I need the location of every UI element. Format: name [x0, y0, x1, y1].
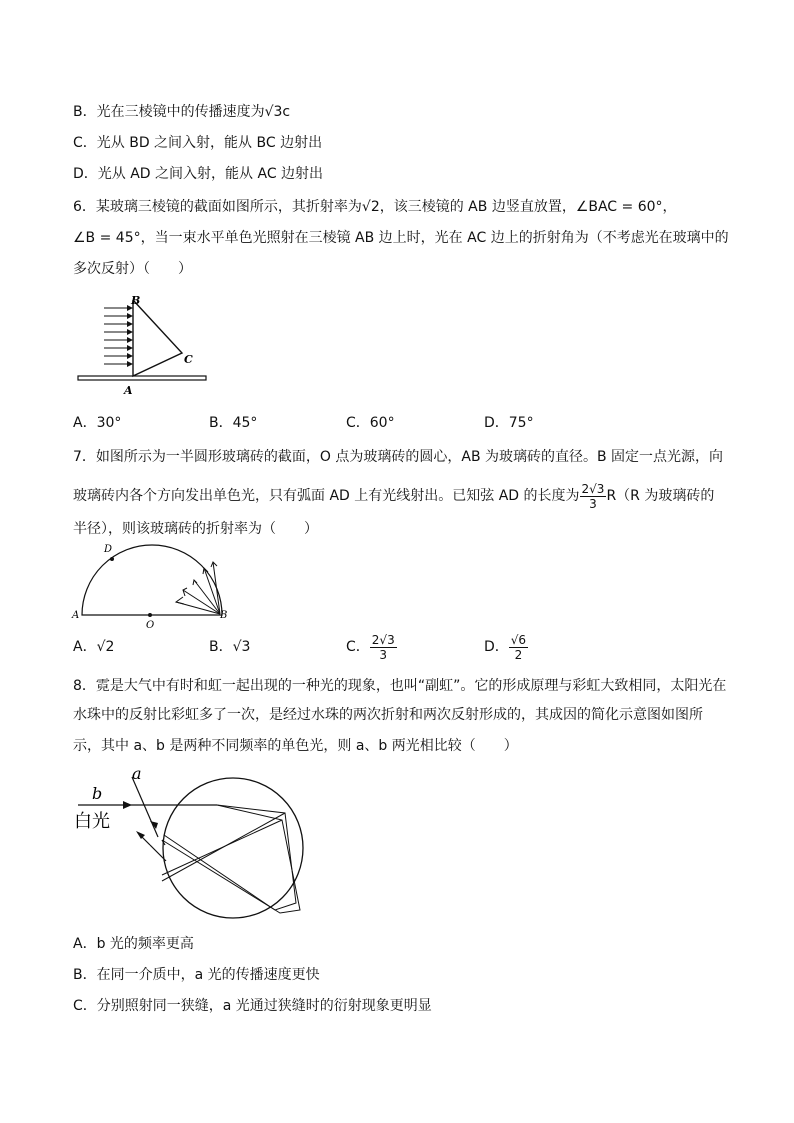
q7-option-d-label: D．: [484, 639, 509, 655]
q6-option-c: C．60°: [346, 415, 395, 431]
q8-label-a: a: [132, 764, 142, 783]
q8-label-white-light: 白光: [74, 811, 110, 832]
q6-label-c: C: [184, 353, 193, 366]
q7-option-d: [484, 630, 528, 664]
q7-option-c-fraction: [370, 633, 397, 662]
q6-stem-line2: ∠B = 45°，当一束水平单色光照射在三棱镜 AB 边上时，光在 AC 边上的折射角为（不考虑光在玻璃中的: [73, 230, 729, 246]
q7-option-c-den: 3: [379, 647, 388, 662]
q7-semicircle-figure: [70, 540, 235, 630]
q7-option-d-num: √6: [510, 632, 527, 647]
q7-label-d: D: [104, 544, 113, 555]
q7-stem-line3: 半径），则该玻璃砖的折射率为（ ）: [73, 521, 318, 537]
q6-label-b: B: [131, 294, 141, 307]
q7-stem-line2-b: R（R 为玻璃砖的: [606, 488, 715, 504]
q6-option-b: B．45°: [209, 415, 258, 431]
q6-stem-line1: 6．某玻璃三棱镜的截面如图所示，其折射率为√2，该三棱镜的 AB 边竖直放置，∠BAC = 60°，: [73, 199, 677, 215]
q8-label-b: b: [92, 784, 103, 803]
q7-chord-num: 2√3: [581, 481, 605, 496]
q7-stem-line2: [73, 478, 714, 514]
q7-stem-line2-a: 玻璃砖内各个方向发出单色光，只有弧面 AD 上有光线射出。已知弦 AD 的长度为: [73, 488, 580, 504]
q8-stem-line3: 示，其中 a、b 是两种不同频率的单色光，则 a、b 两光相比较（ ）: [73, 738, 518, 754]
q5-option-c: C．光从 BD 之间入射，能从 BC 边射出: [73, 135, 323, 151]
q7-chord-den: 3: [589, 496, 597, 511]
q7-option-d-den: 2: [514, 647, 523, 662]
q7-option-a: A．√2: [73, 639, 115, 655]
q5-option-d: D．光从 AD 之间入射，能从 AC 边射出: [73, 166, 324, 182]
q8-option-c: C．分别照射同一狭缝，a 光通过狭缝时的衍射现象更明显: [73, 998, 432, 1014]
q7-label-b: B: [220, 610, 228, 621]
q5-option-b: B．光在三棱镜中的传播速度为√3c: [73, 104, 291, 120]
q8-stem-line1: 8．霓是大气中有时和虹一起出现的一种光的现象，也叫“副虹”。它的形成原理与彩虹大致相同，太阳光在: [73, 678, 727, 694]
q7-option-d-fraction: [509, 633, 528, 662]
q6-option-a: A．30°: [73, 415, 122, 431]
q6-prism-figure: [78, 292, 208, 402]
q6-label-a: A: [124, 384, 133, 397]
q7-label-a: A: [72, 610, 80, 621]
q6-stem-line3: 多次反射）（ ）: [73, 261, 192, 277]
q8-option-b: B．在同一介质中，a 光的传播速度更快: [73, 967, 320, 983]
q7-option-c-num: 2√3: [371, 632, 395, 647]
q7-label-o: O: [146, 620, 155, 631]
q7-stem-line1: 7．如图所示为一半圆形玻璃砖的截面，O 点为玻璃砖的圆心，AB 为玻璃砖的直径。B 固定一点光源，向: [73, 449, 724, 465]
q8-option-a: A．b 光的频率更高: [73, 936, 194, 952]
q6-option-d: D．75°: [484, 415, 534, 431]
q7-option-b: B．√3: [209, 639, 251, 655]
q8-stem-line2: 水珠中的反射比彩虹多了一次，是经过水珠的两次折射和两次反射形成的，其成因的简化示意图如图所: [73, 707, 703, 723]
q7-option-c-label: C．: [346, 639, 370, 655]
q7-option-c: [346, 630, 397, 664]
q8-raindrop-figure: [70, 765, 310, 925]
q7-chord-fraction: [580, 482, 607, 511]
